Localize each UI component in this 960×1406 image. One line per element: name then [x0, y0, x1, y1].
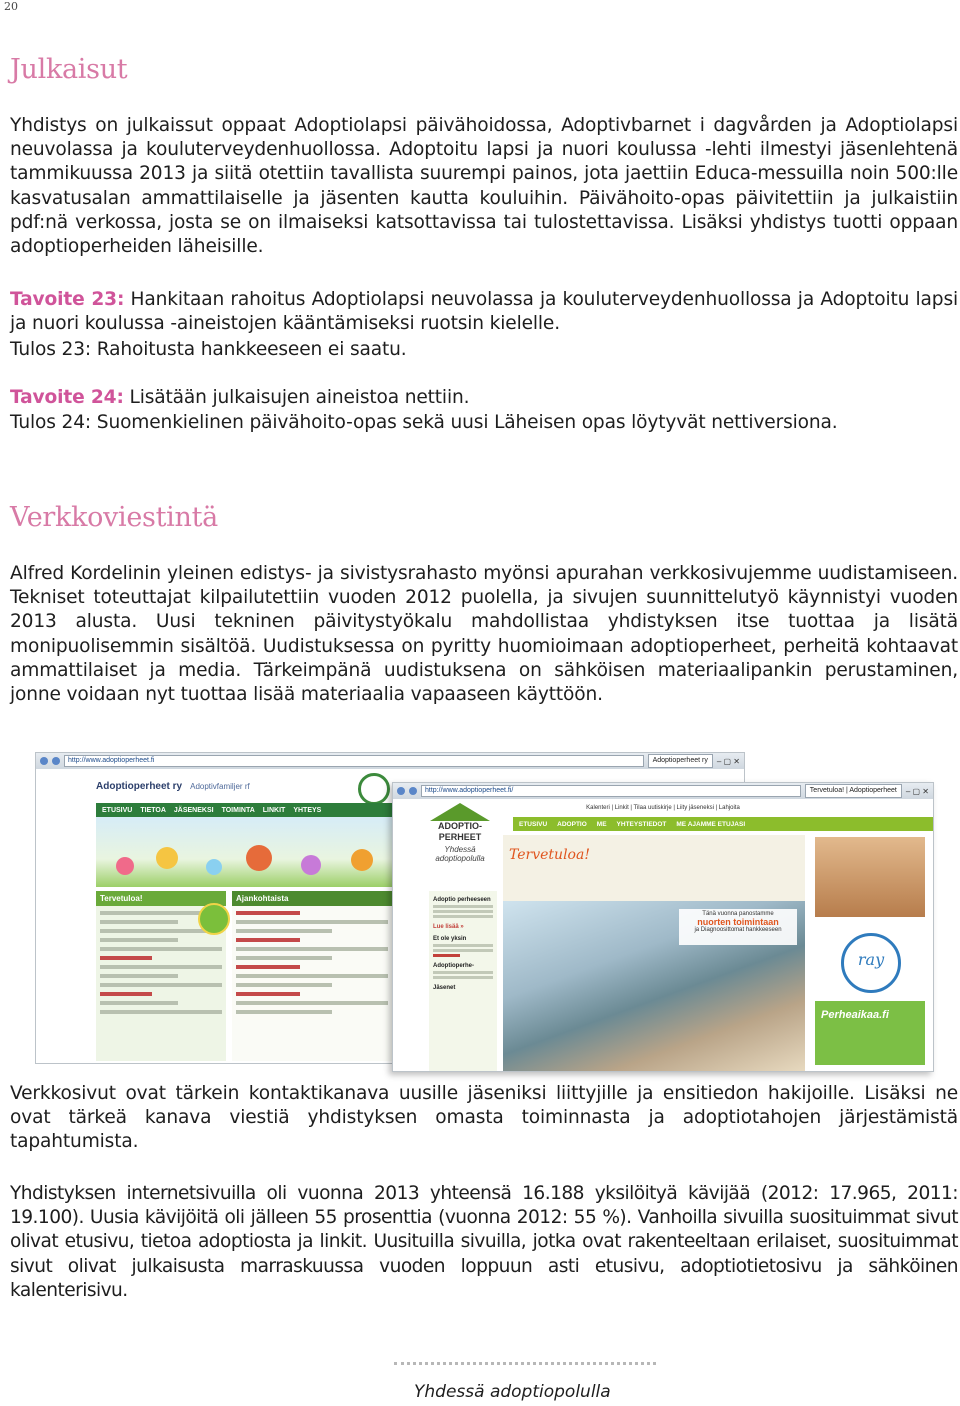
goal-23-text: Hankitaan rahoitus Adoptiolapsi neuvolassa ja kouluterveydenhuollossa ja Adoptoitu lapsi ja nuori koulussa -aineistojen kääntämiseksi ruotsin kielelle.	[10, 289, 959, 335]
address-bar: http://www.adoptioperheet.fi	[64, 755, 644, 767]
side-item: Et ole yksin	[433, 936, 467, 942]
banner-post: ja Diagnoosittomat hankkeeseen	[694, 927, 782, 933]
hero-banner	[679, 909, 797, 945]
new-site-main	[503, 835, 805, 1071]
old-news-title: Ajankohtaista	[232, 891, 392, 906]
address-bar: http://www.adoptioperheet.fi/	[421, 785, 801, 797]
back-icon	[397, 787, 405, 795]
badge-icon	[198, 903, 230, 935]
perheaikaa-banner	[815, 1001, 925, 1065]
logo-line-2: PERHEET	[438, 832, 482, 842]
side-item: Jäsenet	[433, 985, 456, 991]
new-site-welcome: Tervetuloa!	[509, 847, 590, 863]
new-nav-item: ETUSIVU	[519, 820, 548, 828]
footer-divider	[394, 1362, 656, 1365]
new-site-top-links: Kalenteri | Linkit | Tilaa uutiskirje | Liity jäseneksi | Lahjoita	[393, 799, 933, 817]
old-site-hero-illustration	[96, 817, 396, 887]
goal-23-label: Tavoite 23:	[10, 289, 125, 310]
seal-icon	[358, 773, 390, 805]
forward-icon	[409, 787, 417, 795]
perheaikaa-text: Perheaikaa.fi	[821, 1009, 889, 1021]
browser-chrome	[36, 753, 744, 769]
new-nav-item: YHTEYSTIEDOT	[616, 820, 667, 828]
goal-24-label: Tavoite 24:	[10, 387, 124, 408]
old-site-news-box	[232, 891, 392, 1061]
old-site-nav	[96, 803, 402, 817]
verkkoviestinta-paragraph-1: Alfred Kordelinin yleinen edistys- ja sivistysrahasto myönsi apurahan verkkosivujemme uudistamiseen. Tekniset toteuttajat kilpailutettiin vuoden 2012 puolella, ja sivujen suunnittelutyö käynnistyi vuoden 2013 alusta. Uusi tekninen päivitystyökalu mahdollistaa yhdistyksen itse tuottaa ja lisätä monipuolisemmin sisältöä. Uudistuksessa on pyritty huomioimaan adoptioperheet, perheitä kohtaavat ammattilaiset ja media. Tärkeimpänä uudistuksena on sähköisen materiaalipankin perustaminen, jonne voidaan nyt tuottaa lisää materiaalia vapaaseen käyttöön.	[10, 563, 958, 706]
old-nav-item: TIETOA	[140, 806, 166, 814]
result-23: Tulos 23: Rahoitusta hankkeeseen ei saatu.	[10, 339, 407, 360]
old-nav-item: YHTEYS	[293, 806, 322, 814]
section-heading-julkaisut: Julkaisut	[10, 54, 128, 85]
new-nav-item: ME AJAMME ETUJASI	[676, 820, 746, 828]
browser-chrome	[393, 783, 933, 799]
ray-logo-icon	[841, 933, 901, 993]
window-controls-icon: – ▢ ✕	[905, 786, 929, 796]
forward-icon	[52, 757, 60, 765]
old-welcome-title: Tervetuloa!	[96, 891, 226, 906]
ray-text: ray	[857, 950, 885, 969]
window-controls-icon: – ▢ ✕	[716, 756, 740, 766]
footer-text: Yhdessä adoptiopolulla	[414, 1382, 611, 1402]
old-nav-item: TOIMINTA	[221, 806, 255, 814]
new-nav-item: ME	[596, 820, 607, 828]
browser-tab: Adoptioperheet ry	[648, 754, 713, 768]
julkaisut-paragraph: Yhdistys on julkaissut oppaat Adoptiolapsi päivähoidossa, Adoptivbarnet i dagvården ja Adoptiolapsi neuvolassa ja kouluterveydenhuollossa. Adoptoitu lapsi ja nuori koulussa -lehti ilmestyi jäsenlehtenä tammikuussa 2013 ja siitä otettiin tavallista suurempi painos, jota jaettiin Educa-messuilla noin 500:lle kasvatusalan ammattilaiselle ja jäsenten kautta kouluihin. Päivähoito-opas päivitettiin ja julkaistiin pdf:nä verkossa, josta se on ilmaiseksi katsottavissa tai tulostettavissa. Lisäksi yhdistys tuotti oppaan adoptioperheiden läheisille.	[10, 115, 958, 258]
new-site-logo	[425, 803, 495, 885]
logo-tagline: Yhdessä adoptiopolulla	[435, 845, 485, 863]
old-nav-item: LINKIT	[262, 806, 286, 814]
old-site-logo: Adoptioperheet ry	[96, 780, 183, 792]
family-photo	[815, 837, 925, 917]
logo-line-1: ADOPTIO-	[438, 821, 482, 831]
new-website-screenshot	[392, 782, 934, 1072]
browser-tab: Tervetuloa! | Adoptioperheet	[805, 784, 902, 798]
old-nav-item: JÄSENEKSI	[173, 806, 214, 814]
new-nav-item: ADOPTIO	[557, 820, 587, 828]
new-site-sidebar	[429, 891, 497, 1071]
new-site-nav	[513, 817, 933, 831]
page-number: 20	[4, 0, 18, 13]
house-icon	[430, 803, 490, 821]
hero-photo	[503, 901, 805, 1071]
verkkoviestinta-paragraph-2: Verkkosivut ovat tärkein kontaktikanava uusille jäseniksi liittyjille ja ensitiedon hakijoille. Lisäksi ne ovat tärkeä kanava viestiä yhdistyksen omasta toiminnasta ja adoptiotahojen järjestämistä tapahtumista.	[10, 1083, 958, 1153]
new-site-right-column	[811, 835, 929, 1071]
old-site-logo-sv: Adoptivfamiljer rf	[190, 781, 250, 791]
side-item: Lue lisää »	[433, 924, 464, 930]
verkkoviestinta-paragraph-3: Yhdistyksen internetsivuilla oli vuonna 2013 yhteensä 16.188 yksilöityä kävijää (2012: 17.965, 2011: 19.100). Uusia kävijöitä oli jälleen 55 prosenttia (vuonna 2012: 55 %). Vanhoilla sivuilla suosituimmat sivut olivat etusivu, tietoa adoptiosta ja linkit. Uusituilla sivuilla, jotka ovat rakenteeltaan erilaiset, suosituimmat sivut olivat julkaisusta marraskuussa vuoden loppuun asti etusivu, adoptiotietosivu ja sähköinen kalenterisivu.	[10, 1183, 958, 1301]
section-heading-verkkoviestinta: Verkkoviestintä	[10, 502, 218, 533]
banner-main: nuorten toimintaan	[697, 917, 779, 927]
banner-pre: Tänä vuonna panostamme	[702, 911, 774, 917]
old-nav-item: ETUSIVU	[102, 806, 133, 814]
side-item: Adoptio perheeseen	[433, 897, 491, 903]
result-24: Tulos 24: Suomenkielinen päivähoito-opas sekä uusi Läheisen opas löytyvät nettiversiona.	[10, 412, 838, 433]
side-item: Adoptioperhe-	[433, 963, 474, 969]
goal-24-text: Lisätään julkaisujen aineistoa nettiin.	[123, 387, 470, 408]
back-icon	[40, 757, 48, 765]
